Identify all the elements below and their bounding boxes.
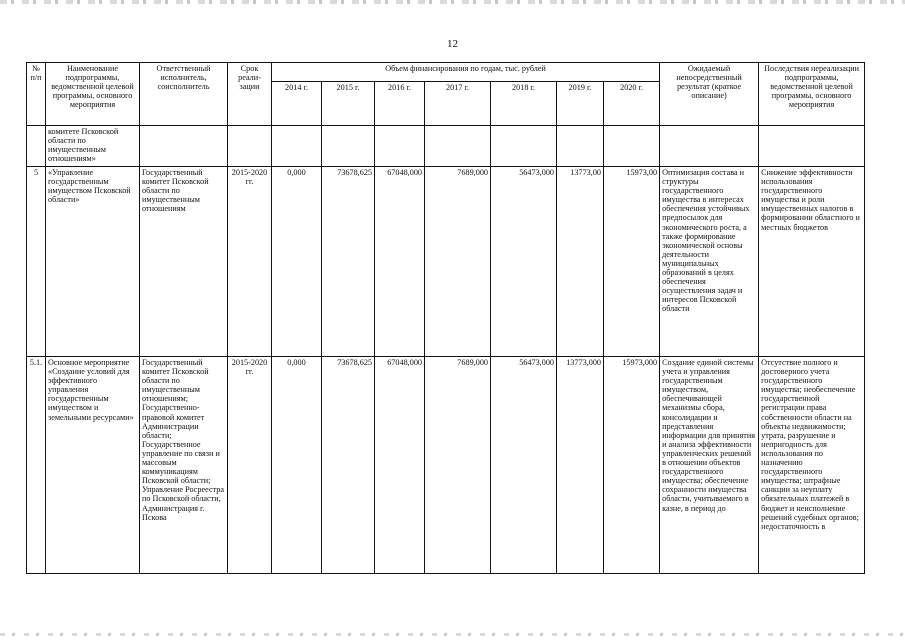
row-value-2015: 73678,625 — [322, 167, 375, 357]
row-value-2015: 73678,625 — [322, 357, 375, 574]
row-value-2019: 13773,00 — [557, 167, 604, 357]
header-year: 2014 г. — [272, 82, 322, 126]
row-consequences: Снижение эффективности использования государственного имущества и роли имущественных налогов в формировании областного и местных бюджетов — [759, 167, 865, 357]
table-row — [27, 167, 865, 357]
header-year: 2020 г. — [604, 82, 660, 126]
row-executor: Государственный комитет Псковской области по имущественным отношениям — [140, 167, 228, 357]
row-num: 5.1. — [27, 357, 46, 574]
header-name: Наименование подпрограммы, ведомственной целевой программы, основного мероприятия — [46, 63, 140, 126]
header-result: Ожидаемый непосредственный результат (краткое описание) — [660, 63, 759, 126]
row-result: Оптимизация состава и структуры государственного имущества в интересах обеспечения устойчивых предпосылок для экономического роста, а также формирование экономической основы деятельности муниципальных образований в целях обеспечения осуществления задач и интересов Псковской области — [660, 167, 759, 357]
row-value-2017: 7689,000 — [425, 357, 491, 574]
row-executor: Государственный комитет Псковской области по имущественным отношениям; Государственно-правовой комитет Администрации области; Государственное управление по связи и массовым коммуникациям Псковской области; Управление Росреестра по Псковской области, Администрация г. Пскова — [140, 357, 228, 574]
header-consequences: Последствия нереализации подпрограммы, ведомственной целевой программы, основного мероприятия — [759, 63, 865, 126]
header-year: 2019 г. — [557, 82, 604, 126]
row-value-2016: 67048,000 — [375, 167, 425, 357]
row-value-2016: 67048,000 — [375, 357, 425, 574]
scan-edge-bottom — [0, 633, 905, 636]
header-funding: Объем финансирования по годам, тыс. рублей — [272, 63, 660, 82]
row-name: Основное мероприятие «Создание условий для эффективного управления государственным имуществом и земельными ресурсами» — [46, 357, 140, 574]
header-year: 2018 г. — [491, 82, 557, 126]
row-name: «Управление государственным имуществом Псковской области» — [46, 167, 140, 357]
row-value-2017: 7689,000 — [425, 167, 491, 357]
table-row — [27, 357, 865, 574]
program-table — [26, 62, 865, 574]
header-year: 2017 г. — [425, 82, 491, 126]
row-term: 2015-2020 гг. — [228, 167, 272, 357]
header-year: 2015 г. — [322, 82, 375, 126]
row-value-2014: 0,000 — [272, 167, 322, 357]
header-executor: Ответственный исполнитель, соисполнитель — [140, 63, 228, 126]
header-term: Срок реали-зации — [228, 63, 272, 126]
row-value-2018: 56473,000 — [491, 167, 557, 357]
page-number: 12 — [447, 38, 458, 50]
row-value-2020: 15973,000 — [604, 357, 660, 574]
header-year: 2016 г. — [375, 82, 425, 126]
row-value-2019: 13773,000 — [557, 357, 604, 574]
table-row-continuation — [27, 126, 865, 167]
row-value-2018: 56473,000 — [491, 357, 557, 574]
row-result: Создание единой системы учета и управления государственным имуществом, обеспечивающей механизмы сбора, консолидации и представления информации для принятия и анализа эффективности управленческих решений в отношении объектов государственного имущества; обеспечение сохранности имущества области, учитываемого в казне, в период до — [660, 357, 759, 574]
row-term: 2015-2020 гг. — [228, 357, 272, 574]
row-value-2020: 15973,00 — [604, 167, 660, 357]
scan-edge-top — [0, 0, 905, 4]
row-value-2014: 0,000 — [272, 357, 322, 574]
header-num: № п/п — [27, 63, 46, 126]
row-consequences: Отсутствие полного и достоверного учета государственного имущества; необеспечение государственной регистрации права собственности области на объекты недвижимости; утрата, разрушение и непригодность для использования по назначению государственного имущества; штрафные санкции за неуплату обязательных платежей в бюджет и неисполнение решений судебных органов; недостаточность в — [759, 357, 865, 574]
header-row — [27, 63, 865, 82]
row-num: 5 — [27, 167, 46, 357]
row-name: комитете Псковской области по имущественным отношениям» — [46, 126, 140, 167]
